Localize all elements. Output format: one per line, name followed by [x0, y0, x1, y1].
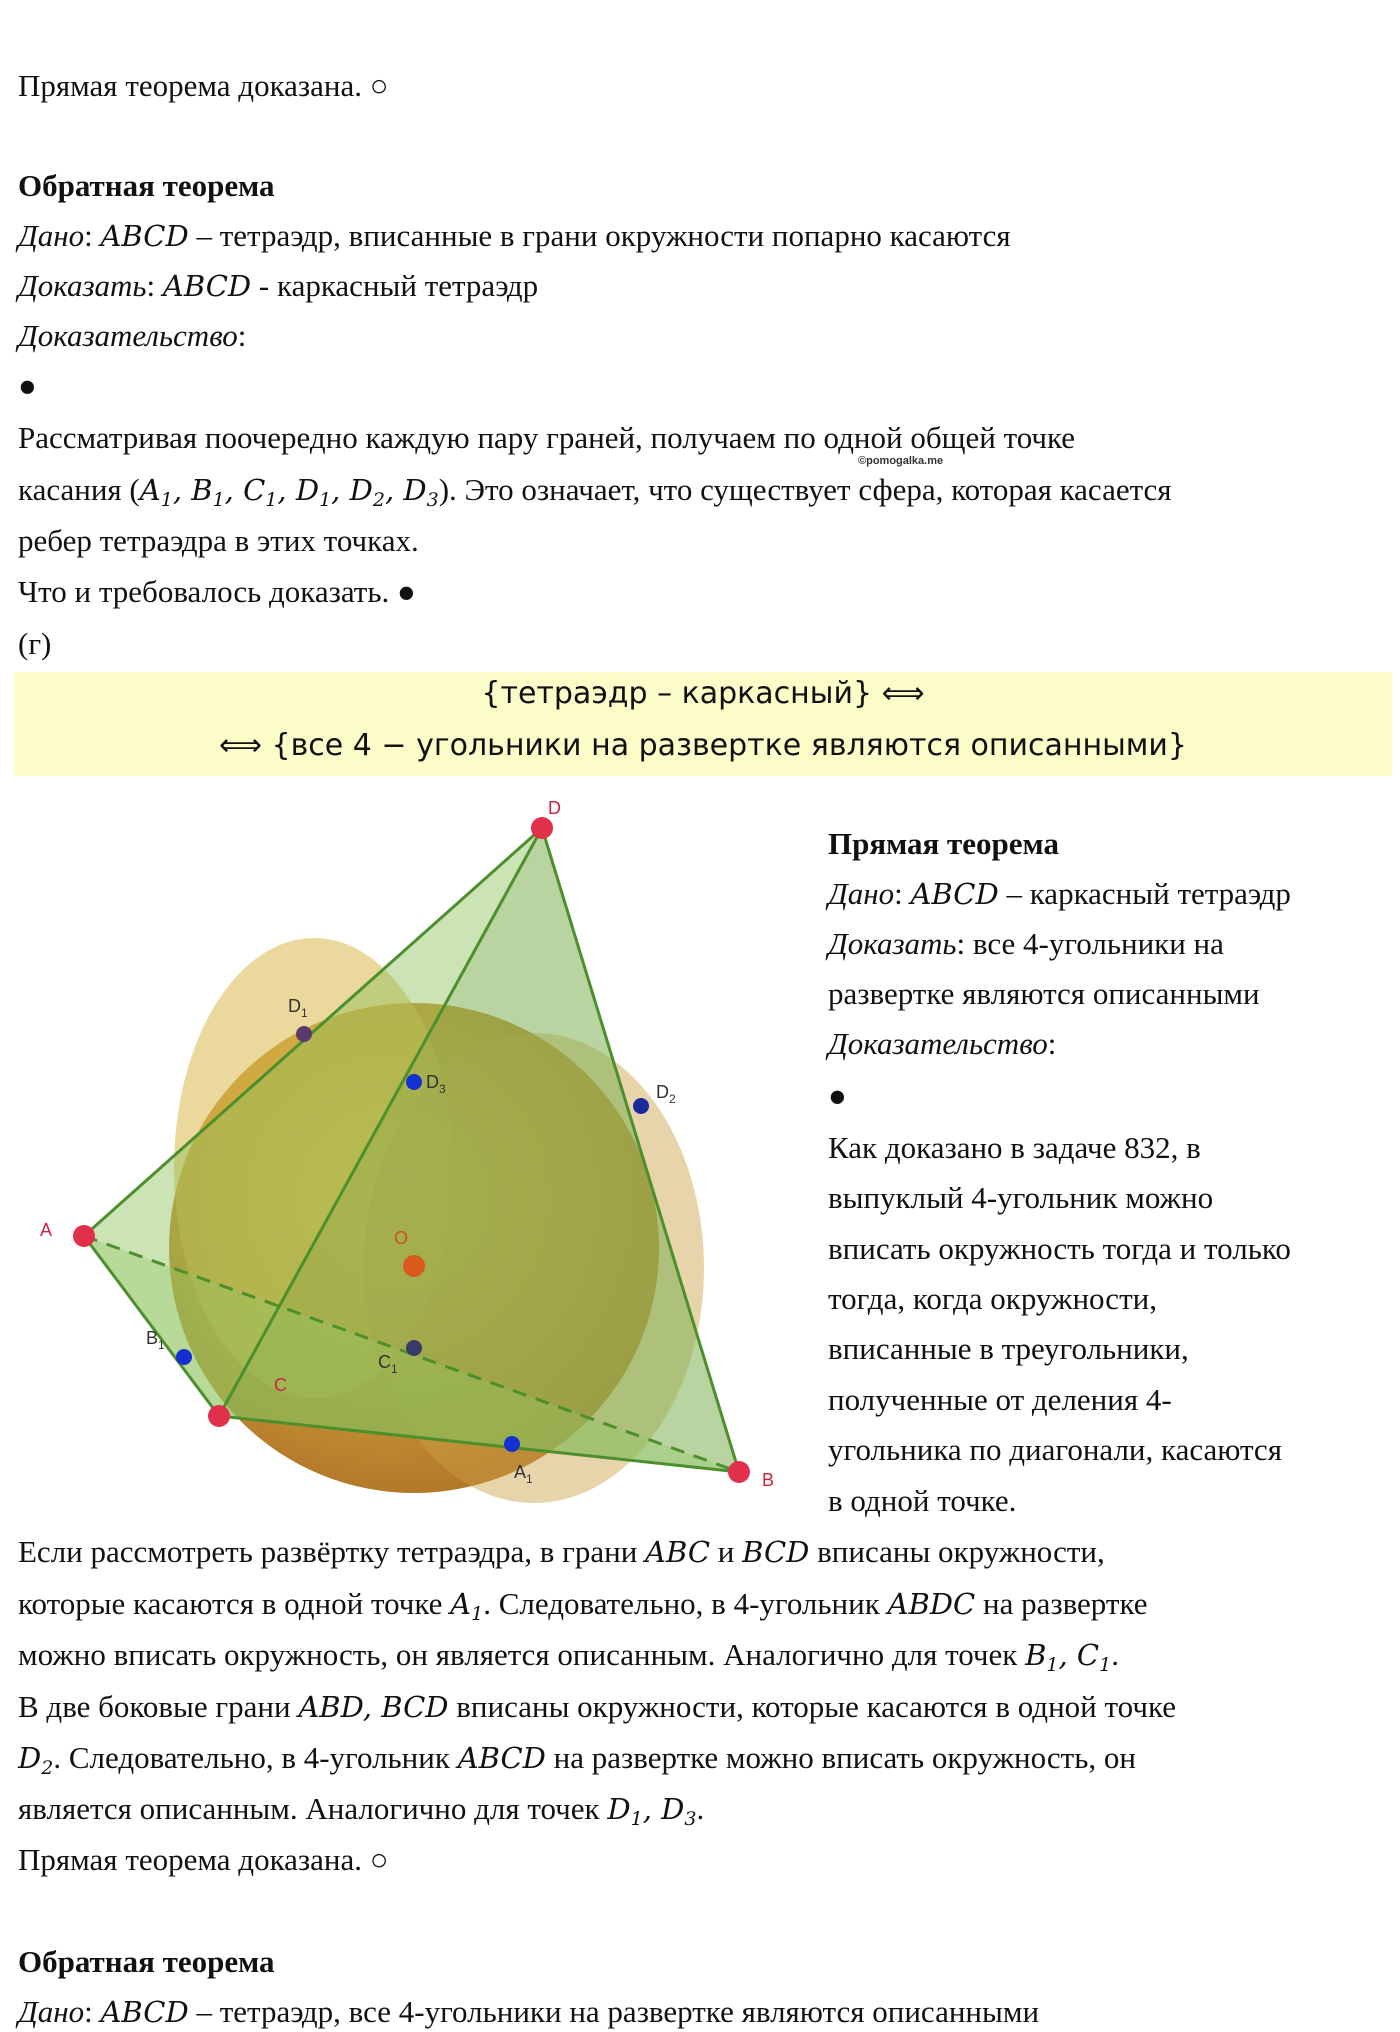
direct-line-8: в одной точке.: [828, 1483, 1017, 1518]
direct-line-5: вписанные в треугольники,: [828, 1331, 1189, 1366]
direct-line-6: полученные от деления 4-: [828, 1382, 1172, 1417]
direct-line-1: Как доказано в задаче 832, в: [828, 1130, 1201, 1165]
tetrahedron-svg: [14, 788, 804, 1508]
label-d2: $D_2$: [656, 1082, 676, 1106]
prove-line: Доказать: ABCD - каркасный тетраэдр: [18, 268, 539, 303]
converse2-given: Дано: ABCD – тетраэдр, все 4-угольники на развертке являются описанными: [18, 1994, 1040, 2029]
label-c: C: [274, 1375, 287, 1395]
body-line-4: В две боковые грани ABD, BCD вписаны окружности, которые касаются в одной точке: [18, 1689, 1176, 1724]
direct-line-4: тогда, когда окружности,: [828, 1281, 1157, 1316]
watermark: ©pomogalka.me: [858, 455, 944, 467]
direct-given: Дано: ABCD – каркасный тетраэдр: [828, 876, 1291, 911]
given-line: Дано: ABCD – тетраэдр, вписанные в грани окружности попарно касаются: [18, 218, 1011, 253]
body-line-5: $D_2$. Следовательно, в 4-угольник ABCD на развертке можно вписать окружность, он: [18, 1740, 1136, 1779]
body-line-3: можно вписать окружность, он является описанным. Аналогично для точек $B_1$, $C_1$.: [18, 1637, 1119, 1676]
label-a1: $A_1$: [514, 1462, 533, 1486]
equivalence-line-1: {тетраэдр – каркасный} ⟺: [481, 676, 925, 711]
body-line-6: является описанным. Аналогично для точек $D_1$, $D_3$.: [18, 1791, 705, 1830]
direct-proof-label: Доказательство:: [828, 1026, 1057, 1061]
equivalence-line-2: ⟺ {все 4 − угольники на развертке являются описанными}: [219, 728, 1187, 763]
body-line-1: Если рассмотреть развёртку тетраэдра, в грани ABC и BCD вписаны окружности,: [18, 1534, 1105, 1569]
point-b1: [176, 1349, 192, 1365]
direct-line-2: выпуклый 4-угольник можно: [828, 1180, 1214, 1215]
point-d: [531, 817, 553, 839]
tetrahedron-figure: [14, 788, 804, 1513]
label-d3: $D_3$: [426, 1072, 446, 1096]
point-d3: [406, 1074, 422, 1090]
point-a: [73, 1225, 95, 1247]
point-c1: [406, 1340, 422, 1356]
converse-heading: Обратная теорема: [18, 168, 275, 203]
direct-prove-1: Доказать: все 4-угольники на: [828, 926, 1224, 961]
direct-line-7: угольника по диагонали, касаются: [828, 1432, 1282, 1467]
proof-label: Доказательство:: [18, 318, 247, 353]
proof-text-line-3: ребер тетраэдра в этих точках.: [18, 523, 419, 558]
point-o: [403, 1255, 425, 1277]
label-o: O: [394, 1228, 409, 1248]
proof-end-line: Прямая теорема доказана. ○: [18, 68, 389, 103]
point-a1: [504, 1436, 520, 1452]
direct-prove-2: развертке являются описанными: [828, 976, 1260, 1011]
point-c: [208, 1405, 230, 1427]
point-d1: [296, 1026, 312, 1042]
label-d: D: [548, 798, 561, 818]
direct-line-3: вписать окружность тогда и только: [828, 1231, 1291, 1266]
point-d2: [633, 1098, 649, 1114]
body-line-2: которые касаются в одной точке $A_1$. Следовательно, в 4-угольник ABDC на развертке: [18, 1586, 1148, 1625]
bullet: ●: [18, 368, 37, 403]
qed-line: Что и требовалось доказать. ●: [18, 574, 416, 609]
proof-text-line-1: Рассматривая поочередно каждую пару граней, получаем по одной общей точке: [18, 420, 1076, 455]
proof-text-line-2: касания ($A_1$, $B_1$, $C_1$, $D_1$, $D_2$, $D_3$). Это означает, что существует сфера, которая касается: [18, 472, 1172, 511]
label-c1: $C_1$: [378, 1352, 398, 1376]
point-b: [728, 1461, 750, 1483]
label-b: B: [762, 1470, 775, 1490]
direct-bullet: ●: [828, 1078, 847, 1113]
section-g: (г): [18, 626, 52, 661]
body-line-7: Прямая теорема доказана. ○: [18, 1842, 389, 1877]
converse2-heading: Обратная теорема: [18, 1944, 275, 1979]
label-a: A: [40, 1220, 53, 1240]
label-b1: $B_1$: [146, 1328, 165, 1352]
label-d1: $D_1$: [288, 996, 308, 1020]
direct-heading: Прямая теорема: [828, 826, 1059, 861]
